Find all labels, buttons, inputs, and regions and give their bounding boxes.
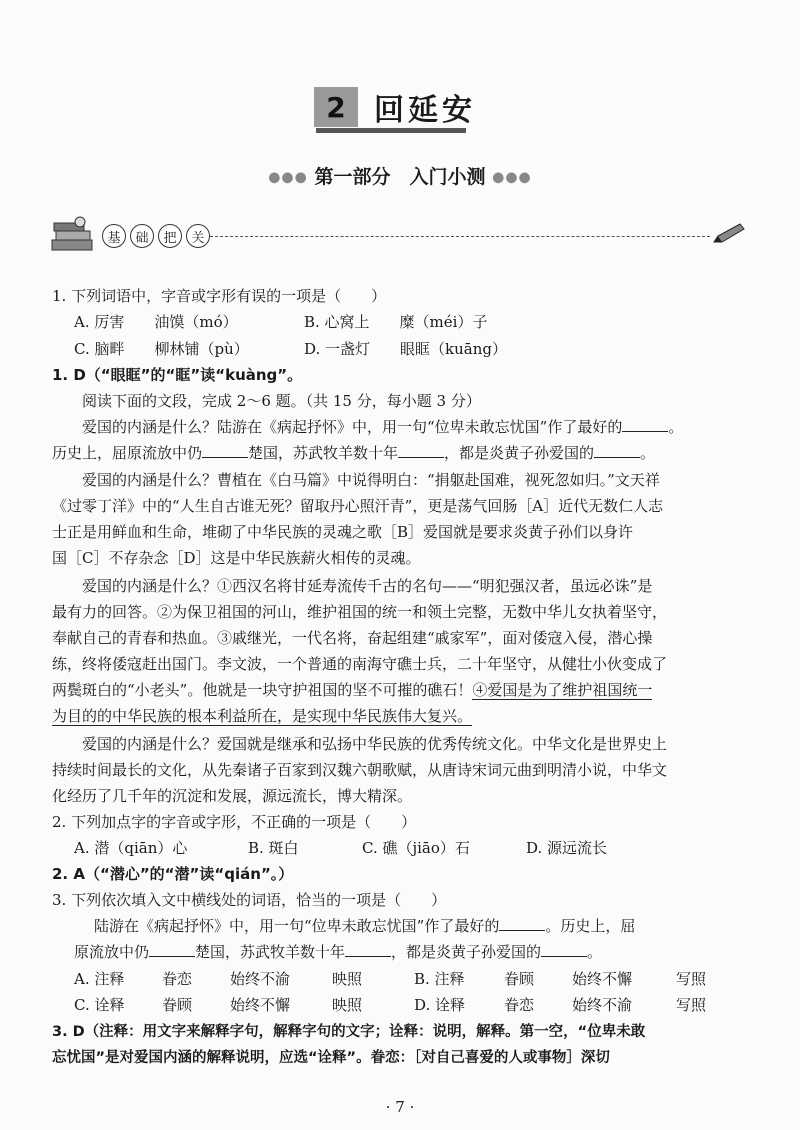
q3-quote-line: 原流放中仍 楚国，苏武牧羊数十年 ，都是炎黄子孙爱国的 。 — [74, 943, 603, 961]
blank-line — [541, 942, 587, 957]
underlined-sentence: ④爱国是为了维护祖国统一 — [472, 681, 653, 699]
right-dots-decoration: ●●● — [492, 169, 532, 186]
q1-option-d: D. 一盏灯 眼眶（kuāng） — [304, 340, 507, 358]
part-heading-text: 第一部分 入门小测 — [314, 166, 486, 188]
q3-option-b: B. 注释 — [414, 970, 465, 988]
reading-intro: 阅读下面的文段，完成 2～6 题。（共 15 分，每小题 3 分） — [82, 392, 481, 410]
lesson-title: 回延安 — [374, 93, 476, 128]
quote-text: 楚国，苏武牧羊数十年 — [195, 943, 346, 961]
q3-option-b-word: 眷顾 — [504, 970, 535, 988]
underlined-sentence: 为目的的中华民族的根本利益所在，是实现中华民族伟大复兴。 — [52, 707, 473, 725]
q3-option-d-word: 眷恋 — [504, 996, 535, 1014]
blank-line — [345, 942, 391, 957]
blank-line — [398, 443, 444, 458]
q3-option-b-word: 写照 — [676, 970, 707, 988]
q3-option-d: D. 诠释 — [414, 996, 466, 1014]
passage-line: 《过零丁洋》中的“人生自古谁无死？留取丹心照汗青”，更是荡气回肠［A］近代无数仁人志 — [52, 497, 664, 515]
quote-text: 。历史上，屈 — [545, 917, 636, 935]
q2-option-d: D. 源远流长 — [526, 839, 608, 857]
q3-option-c: C. 诠释 — [74, 996, 125, 1014]
blank-line — [149, 942, 195, 957]
q2-option-b: B. 斑白 — [248, 839, 299, 857]
passage-text: 楚国，苏武牧羊数十年 — [248, 444, 399, 462]
passage-line: 奉献自己的青春和热血。③戚继光，一代名将，奋起组建“戚家军”，面对倭寇入侵，潜心操 — [52, 629, 653, 647]
q1-option-c: C. 脑畔 柳林铺（pù） — [74, 340, 249, 358]
passage-line: 爱国的内涵是什么？曹植在《白马篇》中说得明白：“捐躯赴国难，视死忽如归。”文天祥 — [82, 471, 660, 489]
left-dots-decoration: ●●● — [268, 169, 308, 186]
section-banner — [48, 214, 748, 258]
q3-stem: 3. 下列依次填入文中横线处的词语，恰当的一项是（ ） — [52, 891, 447, 909]
q2-option-c: C. 礁（jiāo）石 — [362, 839, 470, 857]
banner-title — [102, 224, 210, 248]
q2-answer: 2. A（“潜心”的“潜”读“qián”。） — [52, 865, 294, 883]
page-number: · 7 · — [385, 1098, 415, 1116]
blank-line — [202, 443, 248, 458]
passage-text: 两鬓斑白的“小老头”。他就是一块守护祖国的坚不可摧的礁石！ — [52, 681, 473, 699]
banner-char: 基 — [102, 224, 126, 248]
q3-option-d-word: 始终不渝 — [572, 996, 633, 1014]
pencil-icon — [712, 220, 746, 248]
banner-char: 础 — [130, 224, 154, 248]
quote-text: ，都是炎黄子孙爱国的 — [391, 943, 542, 961]
lesson-underline — [316, 128, 466, 133]
blank-line — [594, 443, 640, 458]
passage-line — [52, 680, 652, 700]
q1-option-a: A. 厉害 油馍（mó） — [74, 313, 238, 331]
q3-quote-line — [94, 916, 635, 936]
passage-line: 士正是用鲜血和生命，堆砌了中华民族的灵魂之歌［B］爱国就是要求炎黄子孙们以身许 — [52, 523, 634, 541]
passage-line: 国［C］不存杂念［D］这是中华民族薪火相传的灵魂。 — [52, 549, 421, 567]
passage-text: ，都是炎黄子孙爱国的 — [444, 444, 595, 462]
passage-text: 爱国的内涵是什么？陆游在《病起抒怀》中，用一句“位卑未敢忘忧国”作了最好的 — [82, 418, 623, 436]
q3-option-a-word: 始终不渝 — [230, 970, 291, 988]
q3-option-c-word: 始终不懈 — [230, 996, 291, 1014]
q3-option-a: A. 注释 — [74, 970, 125, 988]
passage-line: 最有力的回答。②为保卫祖国的河山，维护祖国的统一和领土完整，无数中华儿女执着坚守， — [52, 603, 668, 621]
banner-dashed-line — [210, 236, 710, 237]
quote-text: 原流放中仍 — [74, 943, 150, 961]
q2-stem: 2. 下列加点字的字音或字形，不正确的一项是（ ） — [52, 813, 417, 831]
passage-line: 爱国的内涵是什么？①西汉名将甘延寿流传千古的名句——“明犯强汉者，虽远必诛”是 — [82, 577, 653, 595]
lesson-number: 2 — [314, 87, 358, 127]
part-heading — [0, 162, 800, 189]
quote-text: 陆游在《病起抒怀》中，用一句“位卑未敢忘忧国”作了最好的 — [94, 917, 500, 935]
passage-line — [52, 706, 472, 726]
blank-line — [622, 417, 668, 432]
banner-char: 把 — [158, 224, 182, 248]
q2-option-a: A. 潜（qiān）心 — [74, 839, 188, 857]
passage-line: 历史上，屈原流放中仍 楚国，苏武牧羊数十年 ，都是炎黄子孙爱国的 。 — [52, 444, 656, 462]
passage-line: 持续时间最长的文化，从先秦诸子百家到汉魏六朝歌赋，从唐诗宋词元曲到明清小说，中华文 — [52, 761, 668, 779]
q1-option-b: B. 心窝上 糜（méi）子 — [304, 313, 488, 331]
q3-option-c-word: 映照 — [332, 996, 363, 1014]
lesson-header — [314, 84, 476, 130]
q3-option-a-word: 眷恋 — [162, 970, 193, 988]
q3-answer-line: 忘忧国”是对爱国内涵的解释说明，应选“诠释”。眷恋：［对自己喜爱的人或事物］深切 — [52, 1050, 610, 1066]
q1-answer: 1. D（“眼眶”的“眶”读“kuàng”。 — [52, 366, 303, 384]
books-icon — [48, 216, 98, 256]
q3-option-c-word: 眷顾 — [162, 996, 193, 1014]
q3-option-d-word: 写照 — [676, 996, 707, 1014]
banner-char: 关 — [186, 224, 210, 248]
passage-line: 练，终将倭寇赶出国门。李文波，一个普通的南海守礁士兵，二十年坚守，从健壮小伙变成了 — [52, 655, 668, 673]
passage-line: 爱国的内涵是什么？陆游在《病起抒怀》中，用一句“位卑未敢忘忧国”作了最好的 。 — [82, 418, 684, 436]
q3-answer-line: 3. D（注释：用文字来解释字句，解释字句的文字；诠释：说明，解释。第一空，“位卑未敢 — [52, 1024, 646, 1040]
passage-text: 历史上，屈原流放中仍 — [52, 444, 203, 462]
blank-line — [499, 916, 545, 931]
q3-option-b-word: 始终不懈 — [572, 970, 633, 988]
q3-option-a-word: 映照 — [332, 970, 363, 988]
q1-stem: 1. 下列词语中，字音或字形有误的一项是（ ） — [52, 287, 387, 305]
passage-line: 化经历了几千年的沉淀和发展，源远流长，博大精深。 — [52, 787, 413, 805]
passage-line: 爱国的内涵是什么？爱国就是继承和弘扬中华民族的优秀传统文化。中华文化是世界史上 — [82, 735, 668, 753]
